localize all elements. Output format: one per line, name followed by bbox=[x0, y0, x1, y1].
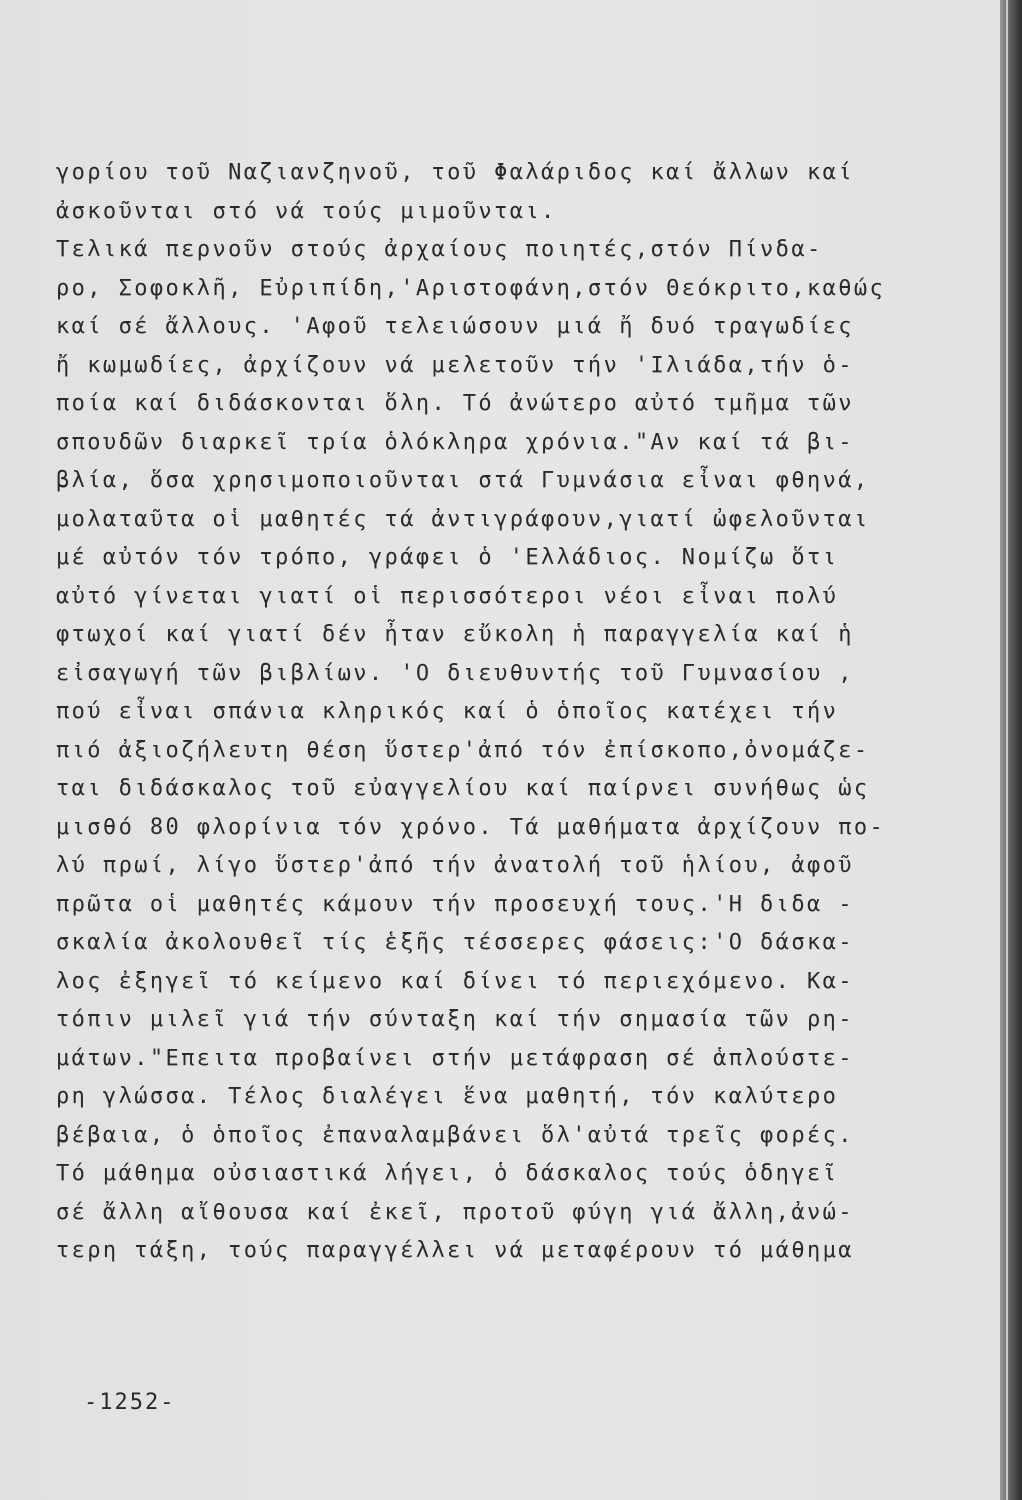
text-line: βλία, ὅσα χρησιμοποιοῦνται στά Γυμνάσια εἶναι φθηνά, bbox=[56, 468, 870, 493]
text-line: μέ αὐτόν τόν τρόπο, γράφει ὁ 'Ελλάδιος. Νομίζω ὅτι bbox=[56, 545, 839, 570]
text-line: Τό μάθημα οὐσιαστικά λήγει, ὁ δάσκαλος τούς ὁδηγεῖ bbox=[56, 1161, 839, 1186]
text-line: μισθό 80 φλορίνια τόν χρόνο. Τά μαθήματα ἀρχίζουν πο- bbox=[56, 814, 886, 840]
text-line: μολαταῦτα οἱ μαθητές τά ἀντιγράφουν,γιατί ὠφελοῦνται bbox=[56, 506, 870, 532]
text-line: ρο, Σοφοκλῆ, Εὐριπίδη,'Αριστοφάνη,στόν Θεόκριτο,καθώς bbox=[56, 275, 886, 301]
text-line: πιό ἀξιοζήλευτη θέση ὕστερ'ἀπό τόν ἐπίσκοπο,ὀνομάζε- bbox=[56, 737, 870, 763]
text-line: μάτων."Επειτα προβαίνει στήν μετάφραση σέ ἁπλούστε- bbox=[56, 1045, 854, 1071]
text-line: πρῶτα οἱ μαθητές κάμουν τήν προσευχή τους.'Η διδα - bbox=[56, 891, 854, 917]
body-text bbox=[56, 154, 946, 1271]
text-line: ἤ κωμωδίες, ἀρχίζουν νά μελετοῦν τήν 'Ιλιάδα,τήν ὁ- bbox=[56, 352, 854, 378]
text-line: εἰσαγωγή τῶν βιβλίων. 'Ο διευθυντής τοῦ Γυμνασίου , bbox=[56, 660, 854, 686]
text-line: ποία καί διδάσκονται ὅλη. Τό ἀνώτερο αὐτό τμῆμα τῶν bbox=[56, 391, 854, 416]
text-line: λύ πρωί, λίγο ὕστερ'ἀπό τήν ἀνατολή τοῦ ἡλίου, ἀφοῦ bbox=[56, 853, 854, 878]
page-edge-shadow bbox=[1000, 0, 1022, 1500]
text-line: τόπιν μιλεῖ γιά τήν σύνταξη καί τήν σημασία τῶν ρη- bbox=[56, 1007, 854, 1032]
text-line: φτωχοί καί γιατί δέν ἦταν εὔκολη ἡ παραγγελία καί ἡ bbox=[56, 622, 854, 647]
text-line: βέβαια, ὁ ὁποῖος ἐπαναλαμβάνει ὅλ'αὐτά τρεῖς φορές. bbox=[56, 1122, 854, 1148]
text-line: γορίου τοῦ Ναζιανζηνοῦ, τοῦ Φαλάριδος καί ἄλλων καί bbox=[56, 160, 854, 185]
text-line: ἀσκοῦνται στό νά τούς μιμοῦνται. bbox=[56, 198, 557, 224]
text-line: σκαλία ἀκολουθεῖ τίς ἑξῆς τέσσερες φάσεις:'Ο δάσκα- bbox=[56, 930, 854, 955]
text-line: καί σέ ἄλλους. 'Αφοῦ τελειώσουν μιά ἤ δυό τραγωδίες bbox=[56, 314, 854, 339]
text-line: ται διδάσκαλος τοῦ εὐαγγελίου καί παίρνει συνήθως ὡς bbox=[56, 776, 870, 801]
text-line: ρη γλώσσα. Τέλος διαλέγει ἕνα μαθητή, τόν καλύτερο bbox=[56, 1084, 839, 1109]
text-line: αὐτό γίνεται γιατί οἱ περισσότεροι νέοι εἶναι πολύ bbox=[56, 583, 839, 609]
page-edge-highlight bbox=[1006, 0, 1008, 1500]
page-number: -1252- bbox=[84, 1390, 176, 1415]
text-line: τερη τάξη, τούς παραγγέλλει νά μεταφέρουν τό μάθημα bbox=[56, 1238, 854, 1263]
text-line: σέ ἄλλη αἴθουσα καί ἐκεῖ, προτοῦ φύγη γιά ἄλλη,ἀνώ- bbox=[56, 1199, 854, 1225]
text-line: σπουδῶν διαρκεῖ τρία ὁλόκληρα χρόνια."Αν καί τά βι- bbox=[56, 429, 854, 455]
text-line: πού εἶναι σπάνια κληρικός καί ὁ ὁποῖος κατέχει τήν bbox=[56, 699, 839, 724]
text-line: Τελικά περνοῦν στούς ἀρχαίους ποιητές,στόν Πίνδα- bbox=[56, 237, 823, 262]
text-line: λος ἐξηγεῖ τό κείμενο καί δίνει τό περιεχόμενο. Κα- bbox=[56, 968, 854, 994]
